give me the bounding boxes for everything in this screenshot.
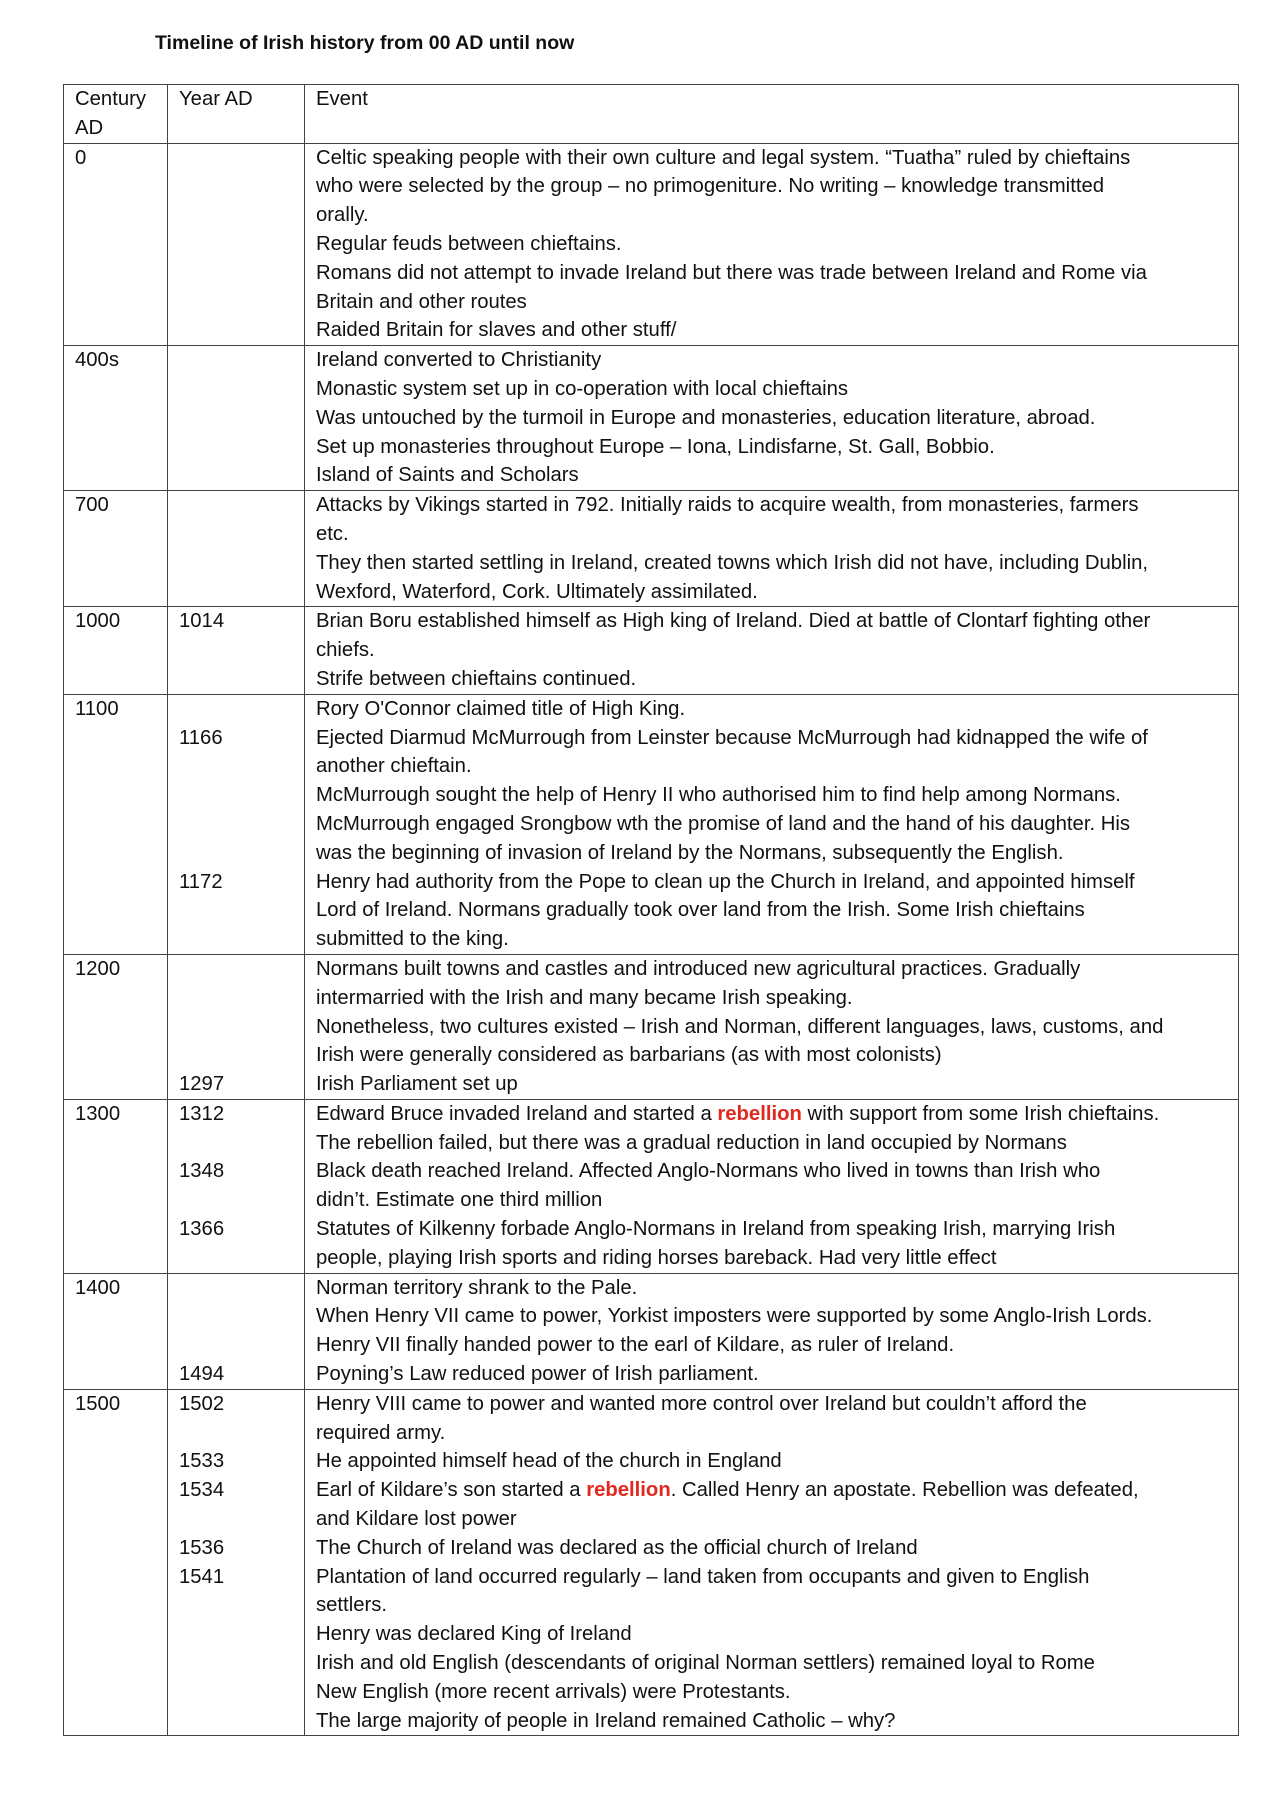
event-line: Regular feuds between chieftains. xyxy=(316,232,622,255)
century-label: 1300 xyxy=(75,1102,121,1125)
event-cell xyxy=(305,1273,1239,1389)
timeline-row xyxy=(64,346,1239,491)
century-cell xyxy=(64,607,168,694)
century-cell xyxy=(64,954,168,1099)
century-cell xyxy=(64,694,168,954)
event-cell xyxy=(305,491,1239,607)
century-label: 1100 xyxy=(75,697,119,720)
event-line: Wexford, Waterford, Cork. Ultimately assimilated. xyxy=(316,580,758,603)
timeline-row xyxy=(64,694,1239,954)
event-line: They then started settling in Ireland, created towns which Irish did not have, including Dublin, xyxy=(316,551,1148,574)
year-label: 1348 xyxy=(179,1160,225,1183)
year-label xyxy=(179,810,298,839)
event-line: Plantation of land occurred regularly – land taken from occupants and given to English xyxy=(316,1565,1090,1588)
event-cell xyxy=(305,1099,1239,1273)
year-label: 1366 xyxy=(179,1218,225,1241)
event-line: submitted to the king. xyxy=(316,928,509,951)
event-text: Earl of Kildare’s son started a xyxy=(316,1479,587,1502)
event-cell xyxy=(305,607,1239,694)
timeline-row xyxy=(64,1273,1239,1389)
year-label xyxy=(179,1302,298,1331)
event-line: Monastic system set up in co-operation with local chieftains xyxy=(316,377,849,400)
event-cell xyxy=(305,954,1239,1099)
document-title: Timeline of Irish history from 00 AD until now xyxy=(155,32,575,54)
year-label: 1502 xyxy=(179,1392,225,1415)
century-label: 700 xyxy=(75,494,109,517)
event-line: Statutes of Kilkenny forbade Anglo-Normans in Ireland from speaking Irish, marrying Irish xyxy=(316,1218,1116,1241)
event-line: Brian Boru established himself as High king of Ireland. Died at battle of Clontarf fighting other xyxy=(316,610,1151,633)
event-line: people, playing Irish sports and riding horses bareback. Had very little effect xyxy=(316,1246,997,1269)
event-line: Britain and other routes xyxy=(316,290,527,313)
event-cell xyxy=(305,143,1239,346)
century-cell xyxy=(64,346,168,491)
event-line: Ejected Diarmud McMurrough from Leinster because McMurrough had kidnapped the wife of xyxy=(316,726,1148,749)
timeline-row xyxy=(64,954,1239,1099)
event-cell xyxy=(305,346,1239,491)
year-cell xyxy=(168,491,305,607)
event-line: Romans did not attempt to invade Ireland but there was trade between Ireland and Rome via xyxy=(316,261,1147,284)
year-label xyxy=(179,1041,298,1070)
timeline-row xyxy=(64,1389,1239,1736)
timeline-row xyxy=(64,1099,1239,1273)
event-line: He appointed himself head of the church in England xyxy=(316,1450,782,1473)
year-label: 1534 xyxy=(179,1479,225,1502)
year-cell xyxy=(168,143,305,346)
year-cell xyxy=(168,954,305,1099)
century-cell xyxy=(64,1389,168,1736)
century-label: 0 xyxy=(75,146,87,169)
event-line: etc. xyxy=(316,522,349,545)
year-label: 1312 xyxy=(179,1102,225,1125)
event-line: The Church of Ireland was declared as the official church of Ireland xyxy=(316,1536,918,1559)
event-text: . Called Henry an apostate. Rebellion was defeated, xyxy=(670,1479,1139,1502)
event-line: Normans built towns and castles and introduced new agricultural practices. Gradually xyxy=(316,957,1081,980)
event-line xyxy=(316,1100,1232,1129)
event-line: didn’t. Estimate one third million xyxy=(316,1189,603,1212)
year-cell xyxy=(168,1099,305,1273)
event-cell xyxy=(305,1389,1239,1736)
year-label xyxy=(179,1331,298,1360)
year-label xyxy=(179,1274,298,1303)
event-line: another chieftain. xyxy=(316,755,472,778)
event-line: Norman territory shrank to the Pale. xyxy=(316,1276,638,1299)
event-line: When Henry VII came to power, Yorkist imposters were supported by some Anglo-Irish Lords. xyxy=(316,1305,1153,1328)
rebellion-highlight: rebellion xyxy=(586,1479,671,1502)
event-line: Irish and old English (descendants of original Norman settlers) remained loyal to Rome xyxy=(316,1652,1095,1675)
year-label xyxy=(179,752,298,781)
event-line: Island of Saints and Scholars xyxy=(316,464,579,487)
event-line: McMurrough sought the help of Henry II who authorised him to find help among Normans. xyxy=(316,784,1121,807)
century-label: 1000 xyxy=(75,610,121,633)
century-label: 1200 xyxy=(75,957,121,980)
century-label: 1400 xyxy=(75,1276,121,1299)
event-line: Henry had authority from the Pope to clean up the Church in Ireland, and appointed himself xyxy=(316,870,1135,893)
event-line: Henry was declared King of Ireland xyxy=(316,1623,632,1646)
event-line: Black death reached Ireland. Affected Anglo-Normans who lived in towns than Irish who xyxy=(316,1160,1101,1183)
year-label: 1536 xyxy=(179,1536,225,1559)
event-line: Henry VII finally handed power to the earl of Kildare, as ruler of Ireland. xyxy=(316,1334,955,1357)
year-cell xyxy=(168,694,305,954)
header-event-label: Event xyxy=(316,88,368,110)
year-label xyxy=(179,1186,298,1215)
event-line: Poyning’s Law reduced power of Irish parliament. xyxy=(316,1363,759,1386)
timeline-row xyxy=(64,143,1239,346)
century-label: 400s xyxy=(75,349,119,372)
event-text: Edward Bruce invaded Ireland and started a xyxy=(316,1102,718,1125)
century-cell xyxy=(64,1273,168,1389)
century-cell xyxy=(64,1099,168,1273)
event-line: Irish Parliament set up xyxy=(316,1073,518,1096)
event-line: The rebellion failed, but there was a gradual reduction in land occupied by Normans xyxy=(316,1131,1067,1154)
header-century xyxy=(64,85,168,144)
timeline-row xyxy=(64,607,1239,694)
event-line: Rory O'Connor claimed title of High King. xyxy=(316,697,686,720)
event-line: Henry VIII came to power and wanted more control over Ireland but couldn’t afford the xyxy=(316,1392,1087,1415)
year-label xyxy=(179,1419,298,1448)
header-century-line-2: AD xyxy=(75,116,104,139)
century-cell xyxy=(64,143,168,346)
rebellion-highlight: rebellion xyxy=(717,1102,802,1125)
header-event xyxy=(305,85,1239,144)
event-text: with support from some Irish chieftains. xyxy=(801,1102,1160,1125)
event-line xyxy=(316,1476,1232,1505)
event-line: Set up monasteries throughout Europe – Iona, Lindisfarne, St. Gall, Bobbio. xyxy=(316,435,995,458)
event-line: intermarried with the Irish and many became Irish speaking. xyxy=(316,986,853,1009)
event-line: required army. xyxy=(316,1421,446,1444)
year-cell xyxy=(168,346,305,491)
header-year xyxy=(168,85,305,144)
event-cell xyxy=(305,694,1239,954)
header-row xyxy=(64,85,1239,144)
event-line: settlers. xyxy=(316,1594,388,1617)
year-label xyxy=(179,1129,298,1158)
timeline-body xyxy=(64,85,1239,1736)
year-label xyxy=(179,1013,298,1042)
year-label xyxy=(179,781,298,810)
year-label xyxy=(179,984,298,1013)
event-line: chiefs. xyxy=(316,639,375,662)
event-line: McMurrough engaged Srongbow wth the promise of land and the hand of his daughter. His xyxy=(316,812,1131,835)
year-label: 1541 xyxy=(179,1565,225,1588)
event-line: who were selected by the group – no primogeniture. No writing – knowledge transmitted xyxy=(316,175,1105,198)
year-label: 1533 xyxy=(179,1450,225,1473)
year-label: 1172 xyxy=(179,870,223,893)
year-cell xyxy=(168,1389,305,1736)
event-line: Irish were generally considered as barbarians (as with most colonists) xyxy=(316,1044,942,1067)
event-line: Strife between chieftains continued. xyxy=(316,667,637,690)
header-century-line-1: Century xyxy=(75,88,147,110)
event-line: Nonetheless, two cultures existed – Irish and Norman, different languages, laws, customs, and xyxy=(316,1015,1164,1038)
year-label xyxy=(179,955,298,984)
timeline-table xyxy=(63,84,1239,1736)
event-line: orally. xyxy=(316,204,369,227)
header-year-label: Year AD xyxy=(179,88,253,110)
event-line: Raided Britain for slaves and other stuff/ xyxy=(316,319,677,342)
year-label: 1297 xyxy=(179,1073,225,1096)
year-label: 1014 xyxy=(179,610,225,633)
year-label: 1494 xyxy=(179,1363,225,1386)
event-line: Attacks by Vikings started in 792. Initially raids to acquire wealth, from monasteries, farmers xyxy=(316,494,1139,517)
event-line: Celtic speaking people with their own culture and legal system. “Tuatha” ruled by chieftains xyxy=(316,146,1131,169)
event-line: New English (more recent arrivals) were Protestants. xyxy=(316,1680,791,1703)
year-cell xyxy=(168,1273,305,1389)
year-cell xyxy=(168,607,305,694)
year-label xyxy=(179,1505,298,1534)
century-cell xyxy=(64,491,168,607)
event-line: and Kildare lost power xyxy=(316,1508,517,1531)
timeline-row xyxy=(64,491,1239,607)
event-line: Was untouched by the turmoil in Europe and monasteries, education literature, abroad. xyxy=(316,406,1096,429)
event-line: was the beginning of invasion of Ireland by the Normans, subsequently the English. xyxy=(316,841,1064,864)
century-label: 1500 xyxy=(75,1392,121,1415)
year-label xyxy=(179,695,298,724)
year-label: 1166 xyxy=(179,726,223,749)
year-label xyxy=(179,839,298,868)
event-line: Ireland converted to Christianity xyxy=(316,349,602,372)
event-line: The large majority of people in Ireland remained Catholic – why? xyxy=(316,1709,896,1732)
event-line: Lord of Ireland. Normans gradually took over land from the Irish. Some Irish chieftains xyxy=(316,899,1085,922)
